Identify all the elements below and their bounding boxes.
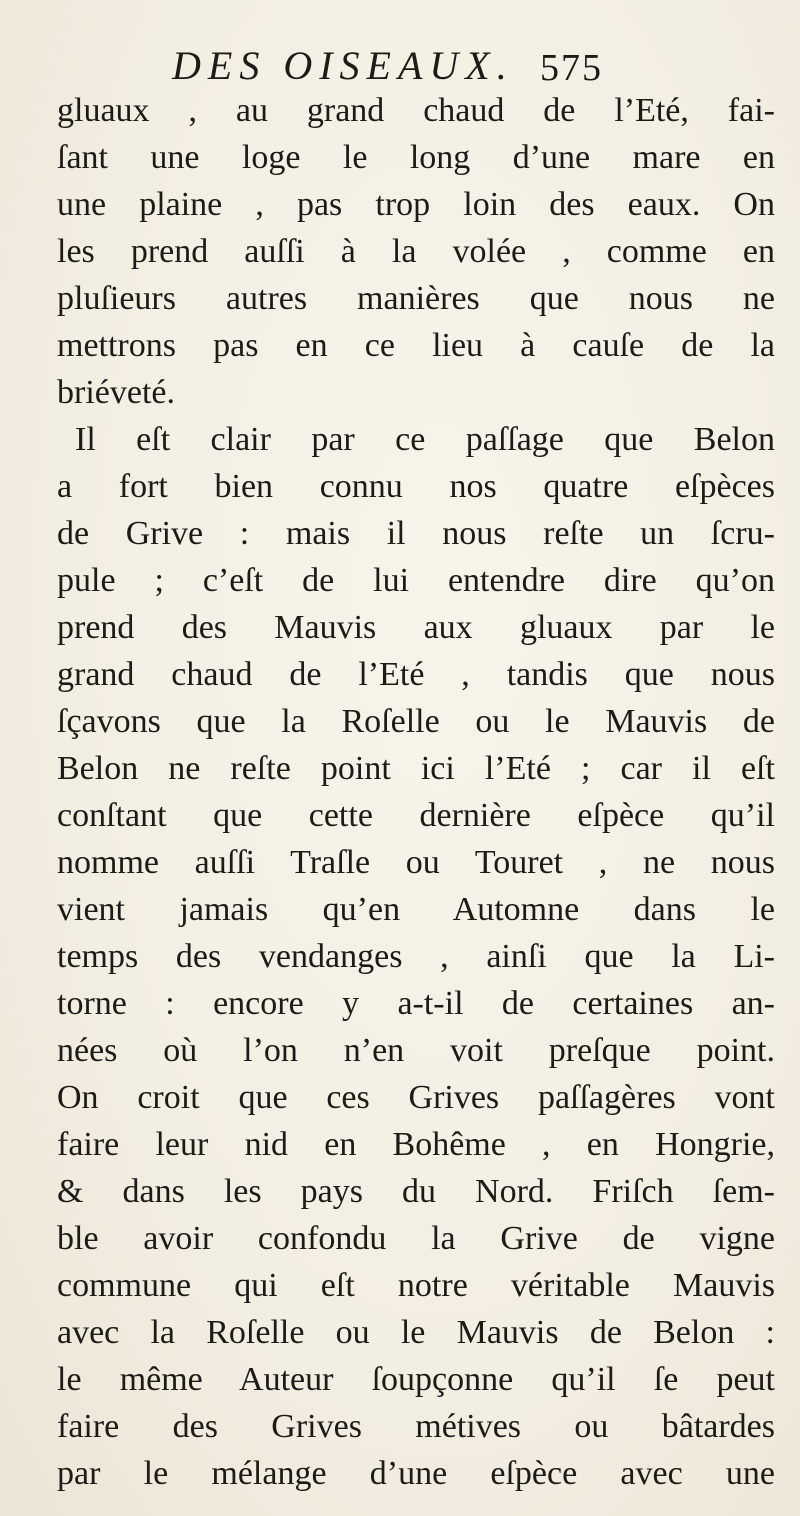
text-line: par le mélange d’une eſpèce avec une <box>57 1455 775 1492</box>
text-line: Belon ne reſte point ici l’Eté ; car il eſt <box>57 750 775 787</box>
text-line: a fort bien connu nos quatre eſpèces <box>57 468 775 505</box>
text-line: conſtant que cette dernière eſpèce qu’il <box>57 797 775 834</box>
text-line: grand chaud de l’Eté , tandis que nous <box>57 656 775 693</box>
text-line: torne : encore y a-t-il de certaines an- <box>57 985 775 1022</box>
text-line: faire des Grives métives ou bâtardes <box>57 1408 775 1445</box>
text-line: de Grive : mais il nous reſte un ſcru- <box>57 515 775 552</box>
text-line: avec la Roſelle ou le Mauvis de Belon : <box>57 1314 775 1351</box>
text-line: les prend auſſi à la volée , comme en <box>57 233 775 270</box>
text-line: briéveté. <box>57 374 175 411</box>
text-line: & dans les pays du Nord. Friſch ſem- <box>57 1173 775 1210</box>
text-line: une plaine , pas trop loin des eaux. On <box>57 186 775 223</box>
text-line: gluaux , au grand chaud de l’Eté, fai- <box>57 92 775 129</box>
text-line: mettrons pas en ce lieu à cauſe de la <box>57 327 775 364</box>
text-line: On croit que ces Grives paſſagères vont <box>57 1079 775 1116</box>
text-line: ſçavons que la Roſelle ou le Mauvis de <box>57 703 775 740</box>
text-line: nomme auſſi Traſle ou Touret , ne nous <box>57 844 775 881</box>
text-line: faire leur nid en Bohême , en Hongrie, <box>57 1126 775 1163</box>
text-line: ſant une loge le long d’une mare en <box>57 139 775 176</box>
text-line: vient jamais qu’en Automne dans le <box>57 891 775 928</box>
page-header <box>60 38 760 89</box>
text-line: commune qui eſt notre véritable Mauvis <box>57 1267 775 1304</box>
page-number: 575 <box>540 47 603 89</box>
text-line: pluſieurs autres manières que nous ne <box>57 280 775 317</box>
running-head: DES OISEAUX. <box>172 43 514 88</box>
text-line: ble avoir confondu la Grive de vigne <box>57 1220 775 1257</box>
text-line: temps des vendanges , ainſi que la Li- <box>57 938 775 975</box>
text-line: prend des Mauvis aux gluaux par le <box>57 609 775 646</box>
text-line: Il eſt clair par ce paſſage que Belon <box>75 421 775 458</box>
text-line: nées où l’on n’en voit preſque point. <box>57 1032 775 1069</box>
text-line: pule ; c’eſt de lui entendre dire qu’on <box>57 562 775 599</box>
text-line: le même Auteur ſoupçonne qu’il ſe peut <box>57 1361 775 1398</box>
